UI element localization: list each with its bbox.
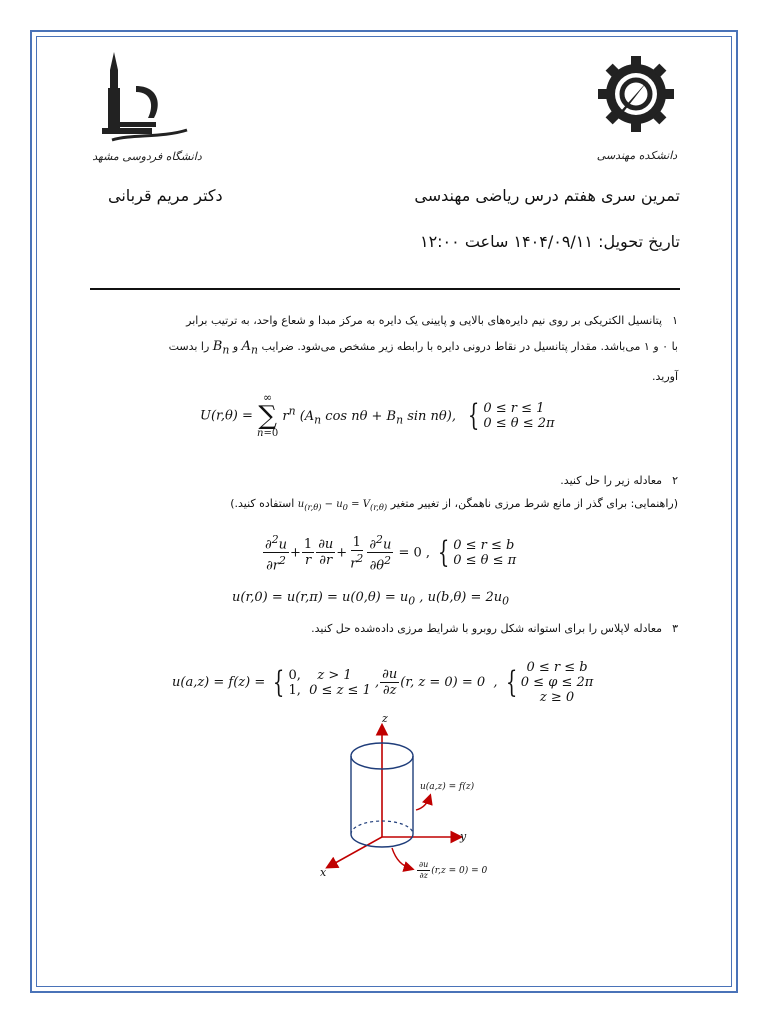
equation-cylinder-bc: u(a,z) = f(z) = { 0, z > 1 1, 0 ≤ z ≤ 1 , $\frac{\partial u}{\partial z}$ (r, z = 0) = 0 , { 0 ≤ r ≤ b 0 ≤ φ ≤ 2π z ≥ 0 [172, 660, 594, 705]
course-title: تمرین سری هفتم درس ریاضی مهندسی [414, 186, 680, 205]
problem-1-text: ۱پتانسیل الکتریکی بر روی نیم دایره‌های بالایی و پایینی یک دایره به مرکز مبدا و شعاع واحد، به ترتیب برابر با ۰ و ۱ می‌باشد. مقدار پتانسیل در نقاط درونی دایره با رابطه زیر مشخص می‌شود. ضرایب $A_n$ و $B_n$ را بدست آورید. [168, 314, 678, 383]
problem-2-text: ۲معادله زیر را حل کنید. (راهنمایی: برای گذر از مانع شرط مرزی ناهمگن، از تغییر متغیر $u_{(r,\theta)} - u_0 = V_{(r,\theta)}$ استفاده کنید.) [230, 474, 678, 512]
header-divider [90, 288, 680, 290]
engineering-faculty-logo [592, 54, 682, 169]
instructor-name: دکتر مریم قربانی [108, 186, 223, 205]
y-axis-label: y [460, 830, 467, 843]
ferdowsi-emblem-icon [92, 48, 202, 168]
equation-laplace-polar: $\frac{\partial^2u}{\partial r^2}$ + $\frac{1}{r}$ $\frac{\partial u}{\partial r}$ + $\frac{1}{r^2}$ $\frac{\partial^2u}{\partial\theta^2}$ = 0 , { 0 ≤ r ≤ b 0 ≤ θ ≤ π [265, 533, 517, 574]
side-label-arrow [416, 796, 430, 810]
x-axis-label: x [320, 866, 327, 879]
equation-potential-series: U(r,θ) = ∞ ∑ n=0 $r^n$ ($A_n$ $\cos n\theta + B_n$ sin nθ), { 0 ≤ r ≤ 1 0 ≤ θ ≤ 2π [200, 391, 555, 439]
svg-text:دانشکده مهندسی: دانشکده مهندسی [596, 149, 678, 162]
z-axis-label: z [382, 712, 388, 725]
cylinder-figure [300, 712, 520, 892]
equation-boundary-conditions: $u(r,0) = u(r,\pi) = u(0,\theta) = u_0$ , $u(b,\theta) = 2u_0$ [232, 590, 510, 608]
svg-text:دانشگاه فردوسی مشهد: دانشگاه فردوسی مشهد [92, 150, 202, 163]
side-boundary-label: u(a,z) = f(z) [420, 782, 475, 792]
due-date: تاریخ تحویل: ۱۴۰۴/۰۹/۱۱ ساعت ۱۲:۰۰ [419, 232, 680, 251]
ferdowsi-university-logo [92, 48, 202, 168]
bottom-label-arrow [392, 848, 412, 869]
problem-3-text: ۳معادله لاپلاس را برای استوانه شکل روبرو با شرایط مرزی داده‌شده حل کنید. [311, 622, 678, 635]
x-axis [328, 837, 382, 867]
bottom-boundary-label: $\frac{\partial u}{\partial z}$ (r,z = 0) = 0 [419, 860, 488, 880]
gear-compass-icon [592, 54, 682, 169]
